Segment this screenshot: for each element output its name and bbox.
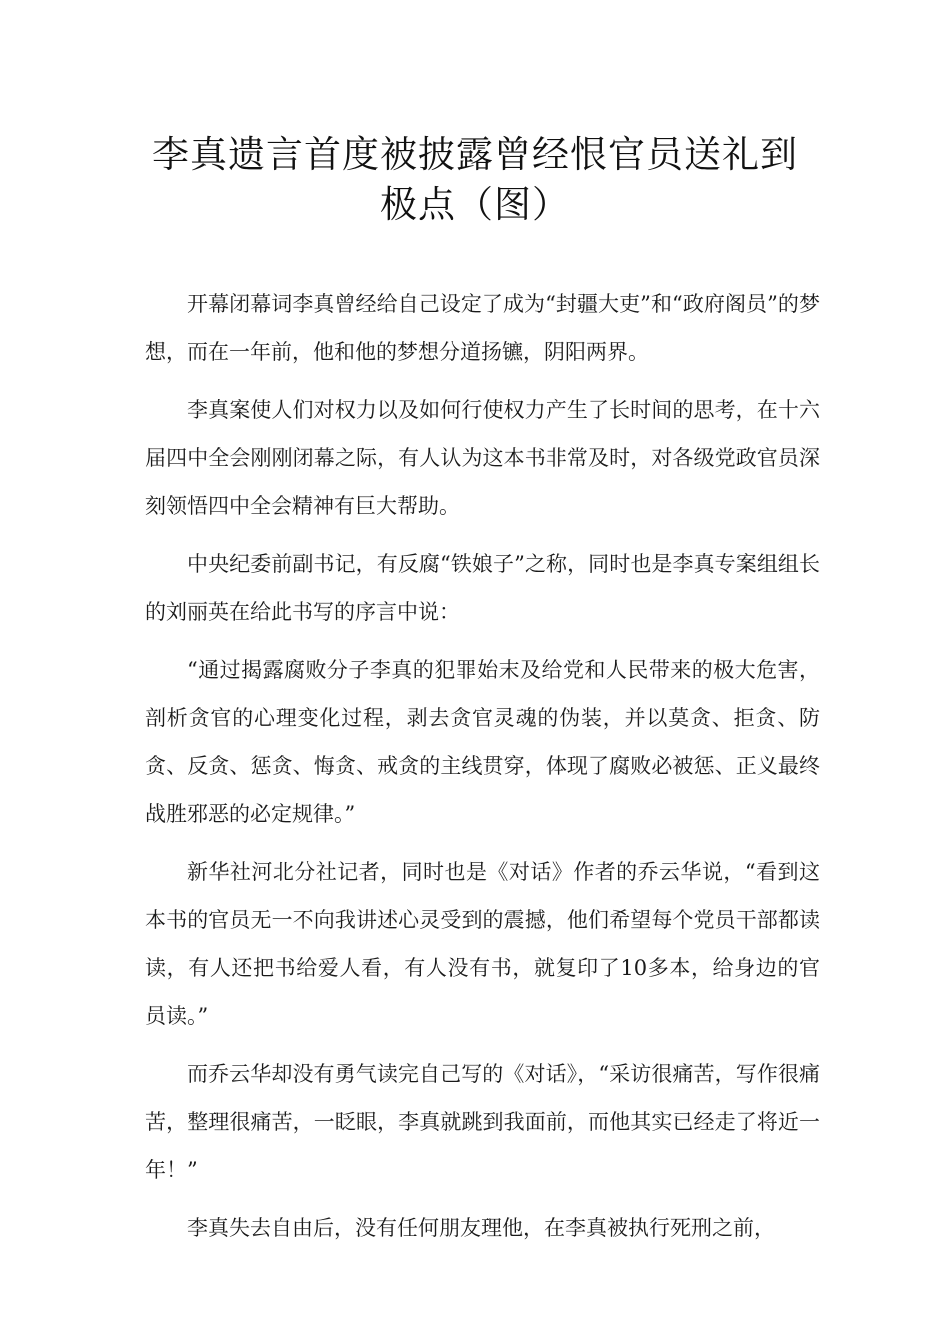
paragraph: 而乔云华却没有勇气读完自己写的《对话》，“采访很痛苦，写作很痛苦，整理很痛苦，一眨眼，李真就跳到我面前，而他其实已经走了将近一年！” <box>145 1062 820 1182</box>
title-line-1: 李真遗言首度被披露曾经恨官员送礼到 <box>152 133 798 176</box>
paragraph: 中央纪委前副书记，有反腐“铁娘子”之称，同时也是李真专案组组长的刘丽英在给此书写的序言中说： <box>145 552 820 624</box>
paragraph: 开幕闭幕词李真曾经给自己设定了成为“封疆大吏”和“政府阁员”的梦想，而在一年前，他和他的梦想分道扬镳，阴阳两界。 <box>145 292 820 364</box>
document-body <box>145 280 820 1262</box>
paragraph: “通过揭露腐败分子李真的犯罪始末及给党和人民带来的极大危害，剖析贪官的心理变化过程，剥去贪官灵魂的伪装，并以莫贪、拒贪、防贪、反贪、惩贪、悔贪、戒贪的主线贯穿，体现了腐败必被惩、正义最终战胜邪恶的必定规律。” <box>145 658 820 826</box>
paragraph: 李真失去自由后，没有任何朋友理他，在李真被执行死刑之前， <box>187 1216 775 1240</box>
paragraph: 李真案使人们对权力以及如何行使权力产生了长时间的思考，在十六届四中全会刚刚闭幕之际，有人认为这本书非常及时，对各级党政官员深刻领悟四中全会精神有巨大帮助。 <box>145 398 820 518</box>
paragraph: 新华社河北分社记者，同时也是《对话》作者的乔云华说，“看到这本书的官员无一不向我讲述心灵受到的震撼，他们希望每个党员干部都读读，有人还把书给爱人看，有人没有书，就复印了10多本，给身边的官员读。” <box>145 860 820 1028</box>
title-line-2: 极点（图） <box>380 183 570 226</box>
document-title <box>120 130 830 230</box>
